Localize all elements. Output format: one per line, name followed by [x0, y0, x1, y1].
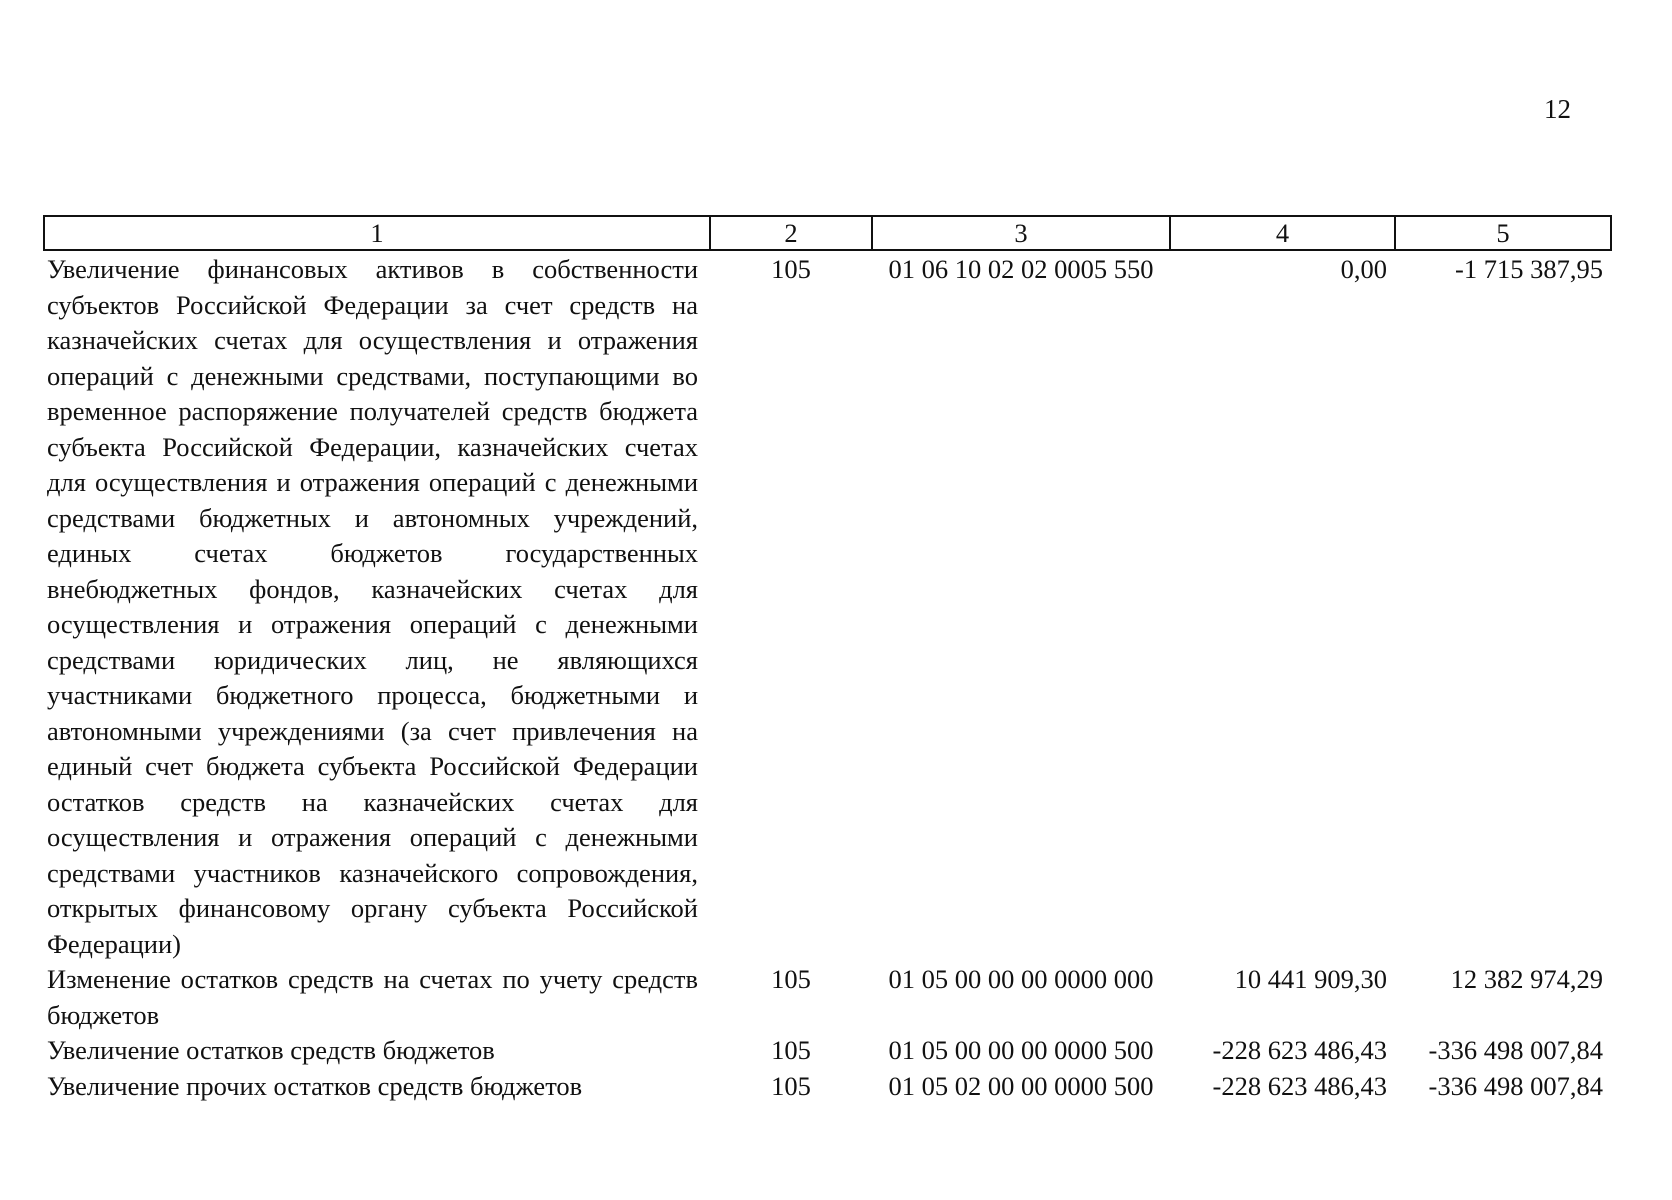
table-row	[44, 1033, 1611, 1069]
row-description: Увеличение остатков средств бюджетов	[47, 1035, 495, 1065]
column-header-1: 1	[44, 216, 710, 250]
row-value-column-4: 10 441 909,30	[1234, 964, 1387, 994]
row-value-column-4: -228 623 486,43	[1212, 1035, 1387, 1065]
row-budget-classification-code: 01 05 00 00 00 0000 500	[888, 1035, 1154, 1065]
report-table	[43, 215, 1612, 1104]
row-code: 105	[771, 1070, 811, 1101]
row-code: 105	[771, 1035, 811, 1065]
row-budget-classification-code: 01 05 02 00 00 0000 500	[888, 1070, 1154, 1101]
column-header-3: 3	[872, 216, 1170, 250]
table-header-row	[44, 216, 1611, 250]
page-number: 12	[1544, 94, 1571, 124]
row-description: Увеличение прочих остатков средств бюджетов	[47, 1070, 583, 1101]
table-row	[44, 962, 1611, 1033]
row-budget-classification-code: 01 06 10 02 02 0005 550	[888, 254, 1154, 284]
row-description: Увеличение финансовых активов в собственности субъектов Российской Федерации за счет средств на казначейских счетах для осуществления и отражения операций с денежными средствами, поступающими во временное распоряжение получателей средств бюджета субъекта Российской Федерации, казначейских счетах для осуществления и отражения операций с денежными средствами бюджетных и автономных учреждений, единых счетах бюджетов государственных внебюджетных фондов, казначейских счетах для осуществления и отражения операций с денежными средствами юридических лиц, не являющихся участниками бюджетного процесса, бюджетными и автономными учреждениями (за счет привлечения на единый счет бюджета субъекта Российской Федерации остатков средств на казначейских счетах для осуществления и отражения операций с денежными средствами участников казначейского сопровождения, открытых финансовому органу субъекта Российской Федерации)	[47, 254, 698, 959]
row-value-column-5: -1 715 387,95	[1455, 254, 1603, 284]
row-description: Изменение остатков средств на счетах по учету средств бюджетов	[47, 964, 698, 1030]
row-budget-classification-code: 01 05 00 00 00 0000 000	[888, 964, 1154, 994]
row-code: 105	[771, 964, 811, 994]
row-value-column-5: -336 498 007,84	[1428, 1035, 1603, 1065]
table-row	[44, 250, 1611, 962]
row-value-column-5: 12 382 974,29	[1450, 964, 1603, 994]
table-row	[44, 1069, 1611, 1105]
report-table-container	[43, 215, 1610, 1104]
row-value-column-4: -228 623 486,43	[1212, 1070, 1387, 1101]
column-header-5: 5	[1395, 216, 1611, 250]
row-code: 105	[771, 254, 811, 284]
row-value-column-4: 0,00	[1340, 254, 1387, 284]
row-value-column-5: -336 498 007,84	[1428, 1070, 1603, 1101]
column-header-4: 4	[1170, 216, 1395, 250]
column-header-2: 2	[710, 216, 872, 250]
